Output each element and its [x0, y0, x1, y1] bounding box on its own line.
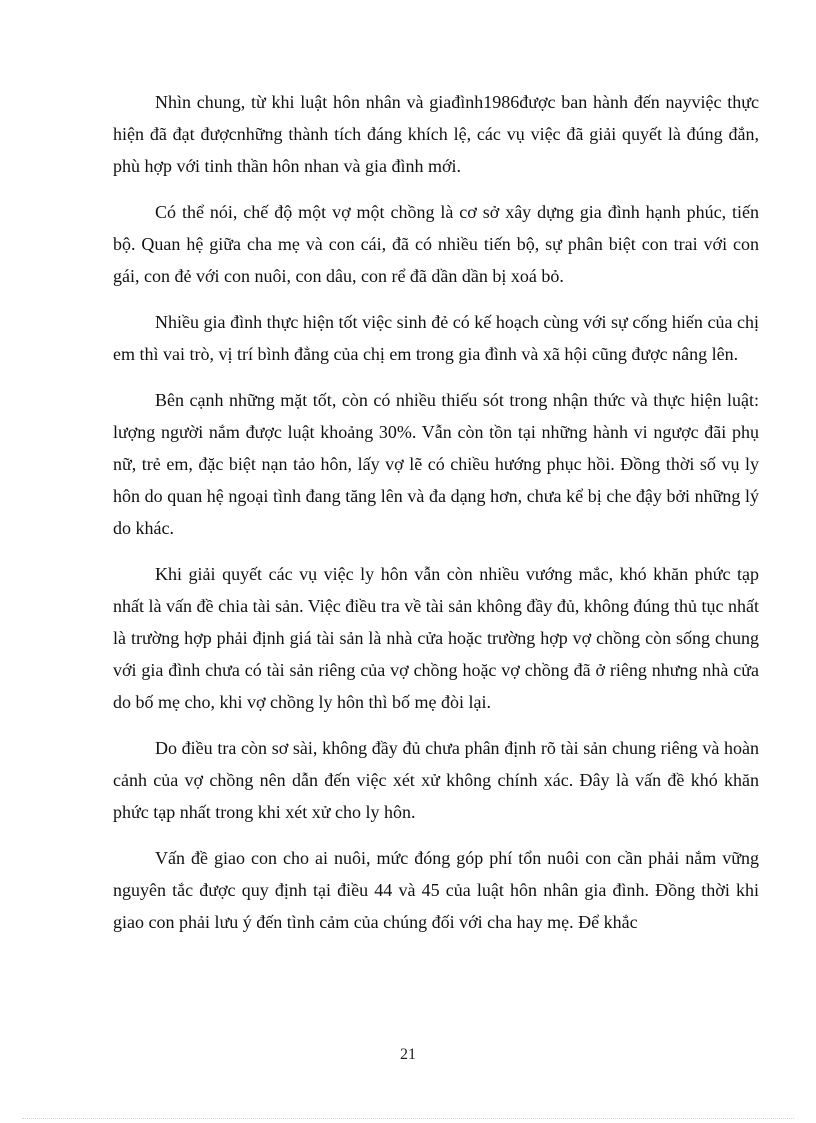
paragraph-6: Do điều tra còn sơ sài, không đầy đủ chưa phân định rõ tài sản chung riêng và hoàn cảnh của vợ chồng nên dẫn đến việc xét xử không chính xác. Đây là vấn đề khó khăn phức tạp nhất trong khi xét xử cho ly hôn. [113, 738, 759, 822]
page-number: 21 [400, 1046, 416, 1063]
page-bottom-divider [22, 1118, 794, 1119]
document-body [113, 86, 759, 952]
paragraph-1: Nhìn chung, từ khi luật hôn nhân và giađình1986được ban hành đến nayviệc thực hiện đã đạt đượcnhững thành tích đáng khích lệ, các vụ việc đã giải quyết là đúng đắn, phù hợp với tinh thần hôn nhan và gia đình mới. [113, 92, 759, 176]
paragraph-4: Bên cạnh những mặt tốt, còn có nhiều thiếu sót trong nhận thức và thực hiện luật: lượng người nắm được luật khoảng 30%. Vẫn còn tồn tại những hành vi ngược đãi phụ nữ, trẻ em, đặc biệt nạn tảo hôn, lấy vợ lẽ có chiều hướng phục hồi. Đồng thời số vụ ly hôn do quan hệ ngoại tình đang tăng lên và đa dạng hơn, chưa kể bị che đậy bởi những lý do khác. [113, 390, 759, 538]
paragraph-2: Có thể nói, chế độ một vợ một chồng là cơ sở xây dựng gia đình hạnh phúc, tiến bộ. Quan hệ giữa cha mẹ và con cái, đã có nhiều tiến bộ, sự phân biệt con trai với con gái, con đẻ với con nuôi, con dâu, con rể đã dần dần bị xoá bỏ. [113, 202, 759, 286]
paragraph-5: Khi giải quyết các vụ việc ly hôn vẫn còn nhiều vướng mắc, khó khăn phức tạp nhất là vấn đề chia tài sản. Việc điều tra về tài sản không đầy đủ, không đúng thủ tục nhất là trường hợp phải định giá tài sản là nhà cửa hoặc trường hợp vợ chồng còn sống chung với gia đình chưa có tài sản riêng của vợ chồng hoặc vợ chồng đã ở riêng nhưng nhà cửa do bố mẹ cho, khi vợ chồng ly hôn thì bố mẹ đòi lại. [113, 564, 759, 712]
paragraph-3: Nhiều gia đình thực hiện tốt việc sinh đẻ có kế hoạch cùng với sự cống hiến của chị em thì vai trò, vị trí bình đẳng của chị em trong gia đình và xã hội cũng được nâng lên. [113, 312, 759, 364]
paragraph-7: Vấn đề giao con cho ai nuôi, mức đóng góp phí tổn nuôi con cần phải nắm vững nguyên tắc được quy định tại điều 44 và 45 của luật hôn nhân gia đình. Đồng thời khi giao con phải lưu ý đến tình cảm của chúng đối với cha hay mẹ. Để khắc [113, 848, 759, 932]
